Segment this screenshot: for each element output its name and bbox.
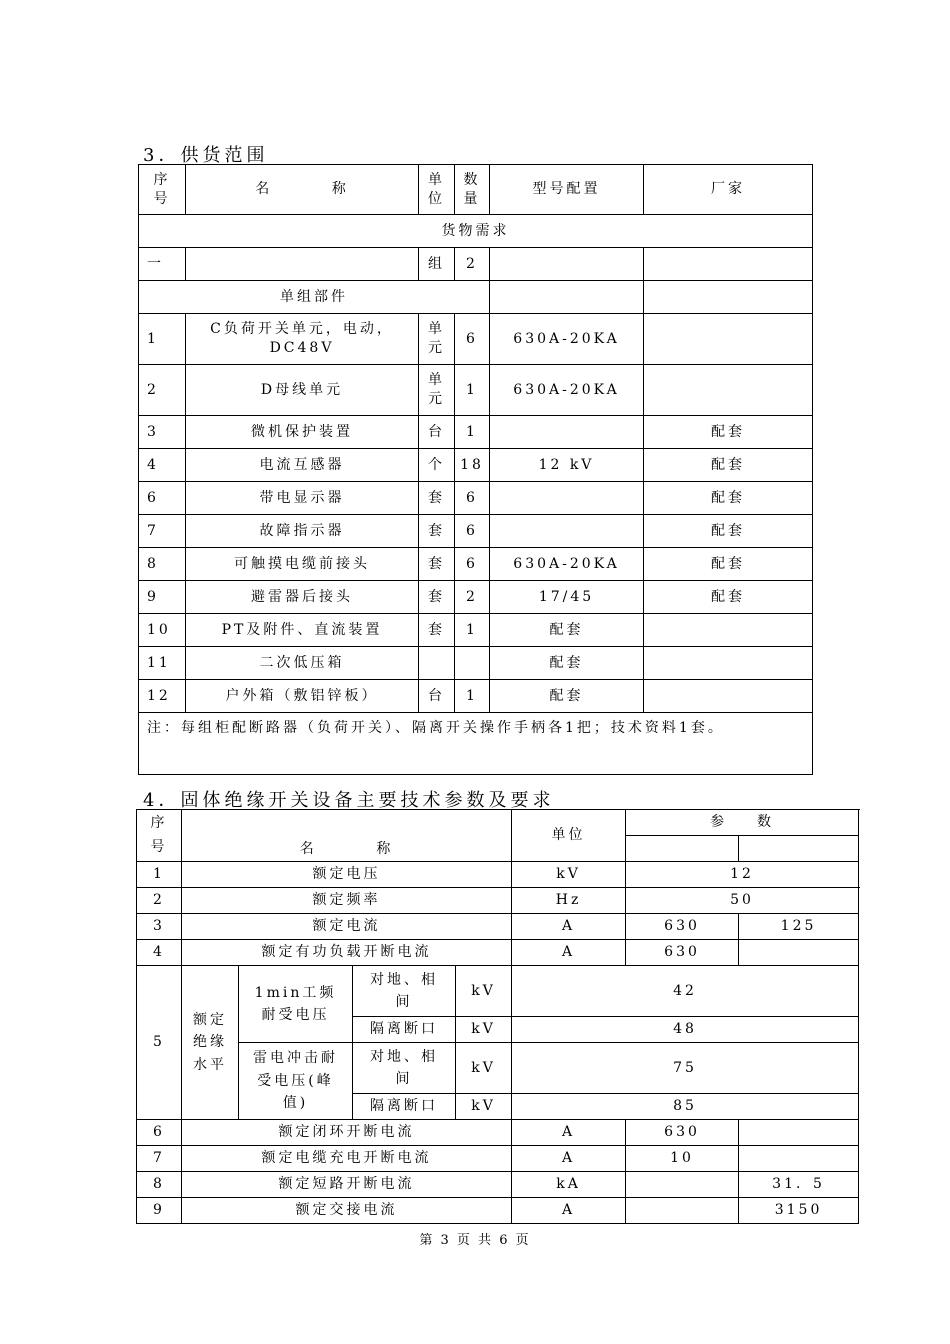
group-name bbox=[186, 248, 419, 281]
row-name: 额定电流 bbox=[182, 914, 512, 940]
table-row bbox=[139, 365, 813, 416]
row-name: 电流互感器 bbox=[186, 449, 419, 482]
row-param-1 bbox=[626, 1172, 739, 1198]
row-model bbox=[490, 416, 644, 449]
row-maker: 配套 bbox=[644, 515, 813, 548]
group-no: 一 bbox=[139, 248, 186, 281]
header-row bbox=[139, 165, 813, 215]
row-value: 50 bbox=[626, 888, 859, 914]
row-no: 8 bbox=[137, 1172, 182, 1198]
row-no: 1 bbox=[139, 314, 186, 365]
row-unit bbox=[419, 647, 455, 680]
row-name: 额定电压 bbox=[182, 862, 512, 888]
row-qty: 1 bbox=[455, 365, 490, 416]
table-row bbox=[137, 862, 859, 888]
row-qty: 6 bbox=[455, 482, 490, 515]
row-param-2 bbox=[739, 940, 859, 966]
insulation-ground-1: 对地、相 间 bbox=[353, 966, 456, 1017]
row-param-1: 630 bbox=[626, 914, 739, 940]
table-row bbox=[139, 680, 813, 713]
row-no: 4 bbox=[139, 449, 186, 482]
row-maker bbox=[644, 614, 813, 647]
row-no: 1 bbox=[137, 862, 182, 888]
row-name: 避雷器后接头 bbox=[186, 581, 419, 614]
col-model-header: 型号配置 bbox=[490, 165, 644, 215]
row-value: 12 bbox=[626, 862, 859, 888]
group-qty: 2 bbox=[455, 248, 490, 281]
row-param-2: 3150 bbox=[739, 1198, 859, 1224]
row-qty: 1 bbox=[455, 680, 490, 713]
table-row bbox=[139, 647, 813, 680]
row-no: 3 bbox=[137, 914, 182, 940]
supply-scope-table bbox=[138, 164, 813, 775]
insulation-unit-2: kV bbox=[456, 1017, 512, 1043]
row-no: 3 bbox=[139, 416, 186, 449]
row-param-2 bbox=[739, 1146, 859, 1172]
insulation-sub1: 1min工频 耐受电压 bbox=[239, 966, 353, 1043]
row-no: 10 bbox=[139, 614, 186, 647]
row-name: 二次低压箱 bbox=[186, 647, 419, 680]
row-unit: A bbox=[512, 940, 626, 966]
row-unit: A bbox=[512, 1146, 626, 1172]
row-unit: 套 bbox=[419, 515, 455, 548]
table-row bbox=[137, 1198, 859, 1224]
row-unit: A bbox=[512, 1198, 626, 1224]
insulation-ground-2: 对地、相 间 bbox=[353, 1043, 456, 1094]
col-unit-header: 单 位 bbox=[419, 165, 455, 215]
row-name: 额定短路开断电流 bbox=[182, 1172, 512, 1198]
note-text: 注：每组柜配断路器（负荷开关）、隔离开关操作手柄各1把；技术资料1套。 bbox=[139, 713, 813, 775]
table-row bbox=[139, 416, 813, 449]
group-unit: 组 bbox=[419, 248, 455, 281]
insulation-unit-1: kV bbox=[456, 966, 512, 1017]
section3-title: 3．供货范围 bbox=[143, 145, 269, 166]
row-no: 6 bbox=[139, 482, 186, 515]
row-no: 6 bbox=[137, 1120, 182, 1146]
row-unit: kV bbox=[512, 862, 626, 888]
row-name: 微机保护装置 bbox=[186, 416, 419, 449]
row-no: 9 bbox=[137, 1198, 182, 1224]
col-name-header: 名 称 bbox=[186, 165, 419, 215]
row-unit: 套 bbox=[419, 548, 455, 581]
row-unit: 套 bbox=[419, 581, 455, 614]
row-qty: 6 bbox=[455, 515, 490, 548]
row-unit: 套 bbox=[419, 482, 455, 515]
table-row bbox=[139, 314, 813, 365]
row-name: 额定电缆充电开断电流 bbox=[182, 1146, 512, 1172]
table-row bbox=[139, 548, 813, 581]
row-no: 4 bbox=[137, 940, 182, 966]
row-name: 故障指示器 bbox=[186, 515, 419, 548]
insulation-no: 5 bbox=[137, 966, 182, 1120]
row-param-2: 31．5 bbox=[739, 1172, 859, 1198]
row-model: 17/45 bbox=[490, 581, 644, 614]
table-row bbox=[137, 940, 859, 966]
subhead-model bbox=[490, 281, 644, 314]
table-row bbox=[137, 914, 859, 940]
insulation-value-4: 85 bbox=[512, 1094, 859, 1120]
row-model: 630A-20KA bbox=[490, 365, 644, 416]
insulation-isolate-2: 隔离断口 bbox=[353, 1094, 456, 1120]
subhead-row bbox=[139, 281, 813, 314]
row-name: D母线单元 bbox=[186, 365, 419, 416]
row-unit: kA bbox=[512, 1172, 626, 1198]
row-unit: 单 元 bbox=[419, 314, 455, 365]
note-row bbox=[139, 713, 813, 775]
row-no: 11 bbox=[139, 647, 186, 680]
col-name-header: 名 称 bbox=[182, 810, 512, 862]
col-no-header: 序 号 bbox=[137, 810, 182, 862]
row-name: PT及附件、直流装置 bbox=[186, 614, 419, 647]
header-row-1 bbox=[137, 810, 859, 836]
row-name: 额定闭环开断电流 bbox=[182, 1120, 512, 1146]
row-model: 配套 bbox=[490, 680, 644, 713]
table-row bbox=[139, 482, 813, 515]
row-name: 可触摸电缆前接头 bbox=[186, 548, 419, 581]
row-name: 带电显示器 bbox=[186, 482, 419, 515]
row-name: 额定交接电流 bbox=[182, 1198, 512, 1224]
row-param-2 bbox=[739, 1120, 859, 1146]
row-param-1: 630 bbox=[626, 940, 739, 966]
row-unit: 套 bbox=[419, 614, 455, 647]
insulation-sub2: 雷电冲击耐 受电压(峰 值) bbox=[239, 1043, 353, 1120]
group-model bbox=[490, 248, 644, 281]
row-param-1 bbox=[626, 1198, 739, 1224]
row-no: 7 bbox=[139, 515, 186, 548]
row-model: 配套 bbox=[490, 647, 644, 680]
row-param-1: 10 bbox=[626, 1146, 739, 1172]
row-maker: 配套 bbox=[644, 482, 813, 515]
param-sub-2 bbox=[739, 836, 859, 862]
table-row bbox=[137, 1172, 859, 1198]
row-model bbox=[490, 482, 644, 515]
row-model: 配套 bbox=[490, 614, 644, 647]
row-qty: 1 bbox=[455, 614, 490, 647]
page-footer: 第 3 页 共 6 页 bbox=[419, 1233, 531, 1248]
insulation-value-3: 75 bbox=[512, 1043, 859, 1094]
insulation-row-1 bbox=[137, 966, 859, 1017]
row-name: 户外箱（敷铝锌板） bbox=[186, 680, 419, 713]
table-row bbox=[137, 1146, 859, 1172]
table-row bbox=[139, 581, 813, 614]
row-qty: 2 bbox=[455, 581, 490, 614]
table-row bbox=[139, 449, 813, 482]
row-qty bbox=[455, 647, 490, 680]
col-maker-header: 厂家 bbox=[644, 165, 813, 215]
row-maker bbox=[644, 365, 813, 416]
row-maker: 配套 bbox=[644, 548, 813, 581]
row-unit: Hz bbox=[512, 888, 626, 914]
row-no: 2 bbox=[137, 888, 182, 914]
row-maker bbox=[644, 314, 813, 365]
goods-label: 货物需求 bbox=[139, 215, 813, 248]
row-qty: 6 bbox=[455, 548, 490, 581]
row-model bbox=[490, 515, 644, 548]
col-unit-header: 单位 bbox=[512, 810, 626, 862]
row-no: 9 bbox=[139, 581, 186, 614]
row-unit: 个 bbox=[419, 449, 455, 482]
row-param-2: 125 bbox=[739, 914, 859, 940]
table-row bbox=[137, 1120, 859, 1146]
row-unit: 台 bbox=[419, 680, 455, 713]
row-maker: 配套 bbox=[644, 449, 813, 482]
subhead-label: 单组部件 bbox=[139, 281, 490, 314]
row-name: 额定有功负载开断电流 bbox=[182, 940, 512, 966]
row-unit: 单 元 bbox=[419, 365, 455, 416]
row-no: 8 bbox=[139, 548, 186, 581]
row-qty: 18 bbox=[455, 449, 490, 482]
group-row bbox=[139, 248, 813, 281]
section4-title: 4．固体绝缘开关设备主要技术参数及要求 bbox=[143, 790, 555, 811]
insulation-isolate-1: 隔离断口 bbox=[353, 1017, 456, 1043]
row-no: 7 bbox=[137, 1146, 182, 1172]
table-row bbox=[137, 888, 859, 914]
row-param-1: 630 bbox=[626, 1120, 739, 1146]
row-unit: A bbox=[512, 914, 626, 940]
insulation-unit-4: kV bbox=[456, 1094, 512, 1120]
row-maker bbox=[644, 680, 813, 713]
row-unit: 台 bbox=[419, 416, 455, 449]
tech-params-table bbox=[136, 809, 859, 1224]
insulation-group: 额定 绝缘 水平 bbox=[182, 966, 239, 1120]
row-no: 12 bbox=[139, 680, 186, 713]
row-maker: 配套 bbox=[644, 416, 813, 449]
group-maker bbox=[644, 248, 813, 281]
row-model: 630A-20KA bbox=[490, 548, 644, 581]
row-unit: A bbox=[512, 1120, 626, 1146]
table-row bbox=[139, 515, 813, 548]
row-qty: 6 bbox=[455, 314, 490, 365]
row-model: 12 kV bbox=[490, 449, 644, 482]
row-qty: 1 bbox=[455, 416, 490, 449]
col-params-header: 参 数 bbox=[626, 810, 859, 836]
goods-row bbox=[139, 215, 813, 248]
insulation-value-2: 48 bbox=[512, 1017, 859, 1043]
row-maker bbox=[644, 647, 813, 680]
row-name: C负荷开关单元，电动， DC48V bbox=[186, 314, 419, 365]
insulation-unit-3: kV bbox=[456, 1043, 512, 1094]
subhead-maker bbox=[644, 281, 813, 314]
row-model: 630A-20KA bbox=[490, 314, 644, 365]
row-maker: 配套 bbox=[644, 581, 813, 614]
insulation-row-3 bbox=[137, 1043, 859, 1094]
col-qty-header: 数 量 bbox=[455, 165, 490, 215]
table-row bbox=[139, 614, 813, 647]
param-sub-1 bbox=[626, 836, 739, 862]
insulation-value-1: 42 bbox=[512, 966, 859, 1017]
col-no-header: 序 号 bbox=[139, 165, 186, 215]
row-name: 额定频率 bbox=[182, 888, 512, 914]
row-no: 2 bbox=[139, 365, 186, 416]
